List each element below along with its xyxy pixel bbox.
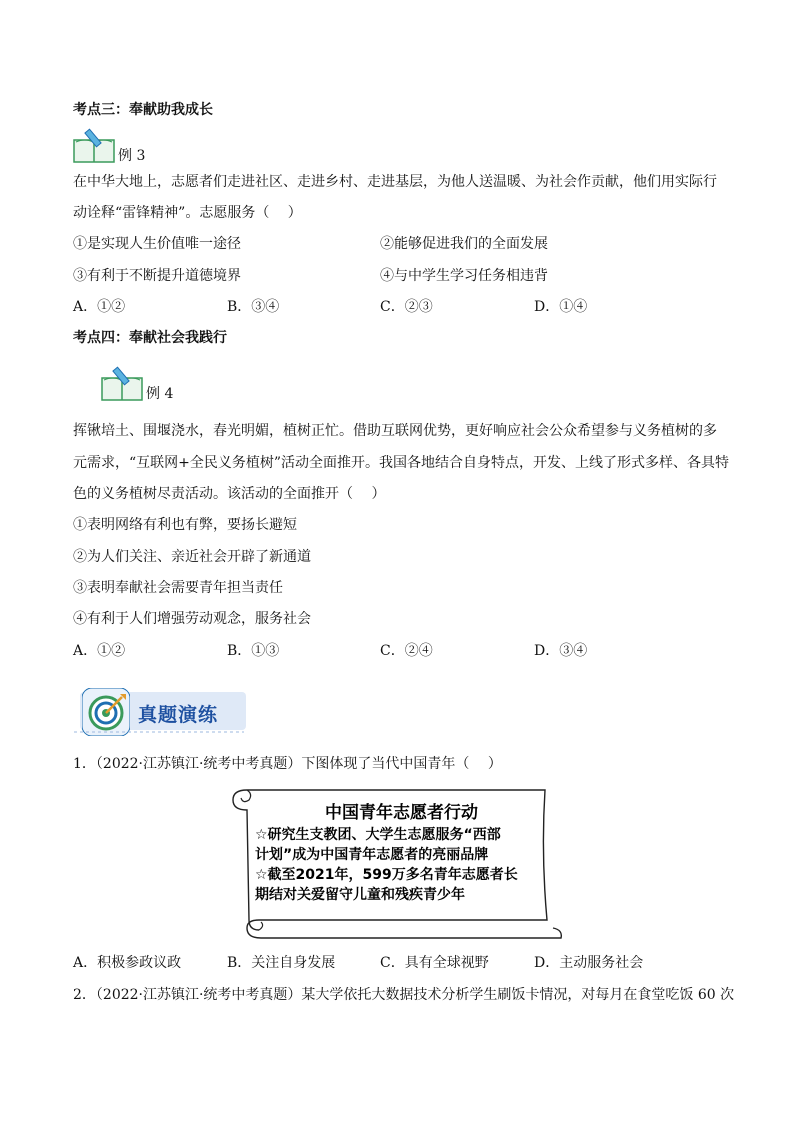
question-stem: 1．（2022·江苏镇江·统考中考真题）下图体现了当代中国青年（ ）: [73, 756, 502, 772]
answer-option-a[interactable]: A．①②: [73, 299, 126, 315]
statement-item: ①表明网络有利也有弊，要扬长避短: [73, 517, 297, 533]
answer-option-a[interactable]: A．①②: [73, 643, 126, 659]
answer-option-c[interactable]: C．②④: [380, 643, 433, 659]
answer-option-c[interactable]: C．具有全球视野: [380, 955, 489, 971]
scroll-title: 中国青年志愿者行动: [325, 803, 478, 823]
answer-option-b[interactable]: B．关注自身发展: [227, 955, 336, 971]
section-heading-4: 考点四：奉献社会我践行: [73, 330, 227, 346]
answer-option-d[interactable]: D．主动服务社会: [534, 955, 644, 971]
scroll-line: 计划”成为中国青年志愿者的亮丽品牌: [255, 847, 489, 863]
banner-decoration: [72, 728, 246, 736]
answer-option-d[interactable]: D．①④: [534, 299, 588, 315]
answer-option-c[interactable]: C．②③: [380, 299, 433, 315]
example-3-marker: [72, 128, 145, 164]
book-pencil-icon: [100, 366, 144, 402]
book-pencil-icon: [72, 128, 116, 164]
banner-title: 真题演练: [138, 704, 219, 726]
example-4-marker: [100, 366, 173, 402]
statement-item: ④与中学生学习任务相违背: [380, 268, 548, 284]
answer-option-b[interactable]: B．①③: [227, 643, 280, 659]
example-label: 例 4: [146, 386, 174, 402]
answer-option-b[interactable]: B．③④: [227, 299, 280, 315]
section-heading-3: 考点三：奉献助我成长: [73, 102, 213, 118]
scroll-figure: [229, 784, 565, 944]
answer-option-a[interactable]: A．积极参政议政: [73, 955, 182, 971]
question-stem: 2．（2022·江苏镇江·统考中考真题）某大学依托大数据技术分析学生刷饭卡情况，对每月在食堂吃饭 60 次: [73, 987, 735, 1003]
answer-option-d[interactable]: D．③④: [534, 643, 588, 659]
question-stem-line: 元需求，“互联网+全民义务植树”活动全面推开。我国各地结合自身特点，开发、上线了形式多样、各具特: [73, 455, 730, 471]
section-banner: [72, 688, 246, 736]
statement-item: ①是实现人生价值唯一途径: [73, 236, 241, 252]
question-stem-line: 色的义务植树尽责活动。该活动的全面推开（ ）: [73, 486, 386, 502]
statement-item: ③表明奉献社会需要青年担当责任: [73, 580, 283, 596]
statement-item: ④有利于人们增强劳动观念，服务社会: [73, 611, 311, 627]
statement-item: ③有利于不断提升道德境界: [73, 268, 241, 284]
statement-item: ②为人们关注、亲近社会开辟了新通道: [73, 549, 311, 565]
example-label: 例 3: [118, 148, 146, 164]
question-stem-line: 挥锹培土、围堰浇水，春光明媚，植树正忙。借助互联网优势，更好响应社会公众希望参与义务植树的多: [73, 423, 717, 439]
question-stem-line: 在中华大地上，志愿者们走进社区、走进乡村、走进基层，为他人送温暖、为社会作贡献，他们用实际行: [73, 174, 717, 190]
scroll-line: ☆截至2021年，599万多名青年志愿者长: [255, 867, 518, 883]
statement-item: ②能够促进我们的全面发展: [380, 236, 548, 252]
question-stem-line: 动诠释“雷锋精神”。志愿服务（ ）: [73, 205, 302, 221]
scroll-line: ☆研究生支教团、大学生志愿服务“西部: [255, 827, 501, 843]
scroll-line: 期结对关爱留守儿童和残疾青少年: [255, 887, 465, 903]
